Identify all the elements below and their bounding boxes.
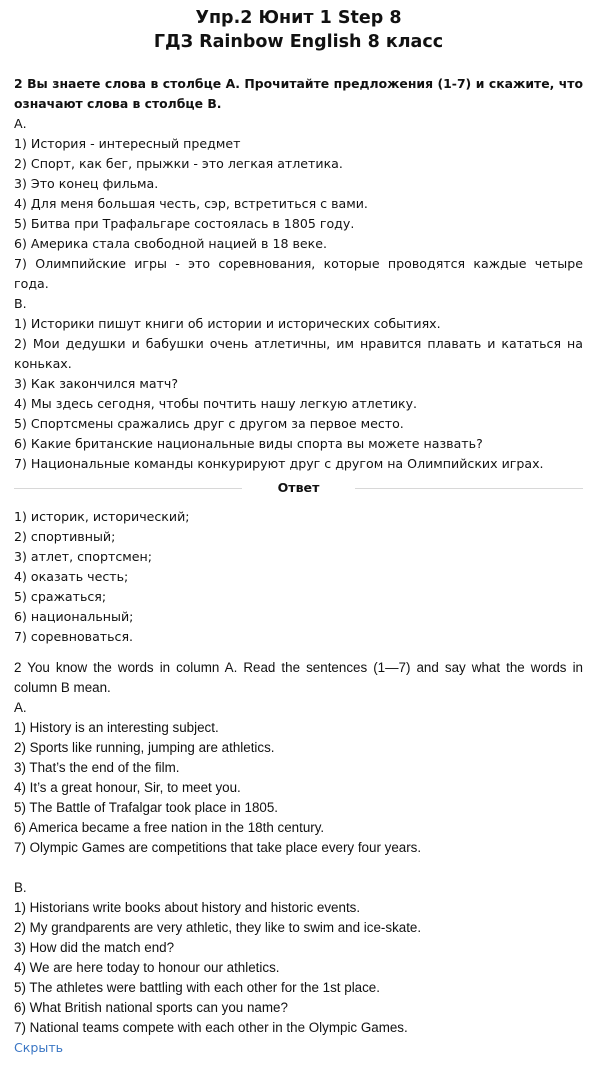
list-item: 3) That’s the end of the film. bbox=[14, 760, 180, 775]
list-item: 2) Мои дедушки и бабушки очень атлетичны, им нравится плавать и кататься на коньках. bbox=[14, 336, 583, 371]
answer-item: 4) оказать честь; bbox=[14, 569, 129, 584]
column-a-label-ru: А. bbox=[14, 116, 27, 131]
list-item: 6) America became a free nation in the 18th century. bbox=[14, 820, 325, 835]
list-item: 3) Это конец фильма. bbox=[14, 176, 159, 191]
list-item: 4) We are here today to honour our athletics. bbox=[14, 960, 280, 975]
list-item: 7) Национальные команды конкурируют друг с другом на Олимпийских играх. bbox=[14, 456, 544, 471]
list-item: 4) Мы здесь сегодня, чтобы почтить нашу легкую атлетику. bbox=[14, 396, 418, 411]
answer-heading: Ответ bbox=[277, 480, 320, 495]
column-b-label-en: B. bbox=[14, 880, 27, 895]
list-item: 5) The athletes were battling with each other for the 1st place. bbox=[14, 980, 380, 995]
column-b-label-ru: В. bbox=[14, 296, 27, 311]
spacer bbox=[14, 858, 583, 878]
page-subtitle: ГДЗ Rainbow English 8 класс bbox=[153, 32, 444, 52]
answer-item: 6) национальный; bbox=[14, 609, 134, 624]
list-item: 1) История - интересный предмет bbox=[14, 136, 241, 151]
list-item: 2) My grandparents are very athletic, they like to swim and ice-skate. bbox=[14, 920, 422, 935]
answer-item: 1) историк, исторический; bbox=[14, 509, 190, 524]
hide-row bbox=[14, 1038, 583, 1058]
list-item: 1) Historians write books about history and historic events. bbox=[14, 900, 361, 915]
answer-list bbox=[14, 507, 583, 647]
answer-item: 5) сражаться; bbox=[14, 589, 107, 604]
task-text-en: 2 You know the words in column A. Read the sentences (1—7) and say what the words in column B mean. bbox=[14, 660, 583, 695]
answer-item: 2) спортивный; bbox=[14, 529, 116, 544]
list-item: 3) How did the match end? bbox=[14, 940, 175, 955]
list-item: 7) Olympic Games are competitions that take place every four years. bbox=[14, 840, 422, 855]
exercise-content bbox=[14, 74, 583, 1058]
english-section bbox=[14, 658, 583, 1038]
list-item: 6) What British national sports can you name? bbox=[14, 1000, 288, 1015]
task-text-ru: 2 Вы знаете слова в столбце А. Прочитайте предложения (1-7) и скажите, что означают слова в столбце В. bbox=[14, 76, 583, 111]
list-item: 1) History is an interesting subject. bbox=[14, 720, 219, 735]
list-item: 5) Спортсмены сражались друг с другом за первое место. bbox=[14, 416, 404, 431]
divider-line-right bbox=[355, 488, 583, 489]
list-item: 6) Какие британские национальные виды спорта вы можете назвать? bbox=[14, 436, 483, 451]
list-item: 4) Для меня большая честь, сэр, встретиться с вами. bbox=[14, 196, 368, 211]
list-item: 3) Как закончился матч? bbox=[14, 376, 179, 391]
answer-item: 3) атлет, спортсмен; bbox=[14, 549, 152, 564]
list-item: 7) National teams compete with each other in the Olympic Games. bbox=[14, 1020, 408, 1035]
list-item: 2) Sports like running, jumping are athletics. bbox=[14, 740, 275, 755]
page-header bbox=[0, 0, 597, 54]
answer-divider bbox=[14, 477, 583, 501]
list-item: 6) Америка стала свободной нацией в 18 веке. bbox=[14, 236, 328, 251]
list-item: 5) The Battle of Trafalgar took place in 1805. bbox=[14, 800, 279, 815]
column-a-label-en: A. bbox=[14, 700, 27, 715]
list-item: 2) Спорт, как бег, прыжки - это легкая атлетика. bbox=[14, 156, 343, 171]
list-item: 5) Битва при Трафальгаре состоялась в 1805 году. bbox=[14, 216, 355, 231]
answer-item: 7) соревноваться. bbox=[14, 629, 134, 644]
hide-answer-link[interactable]: Скрыть bbox=[14, 1040, 64, 1055]
list-item: 1) Историки пишут книги об истории и исторических событиях. bbox=[14, 316, 441, 331]
page-title: Упр.2 Юнит 1 Step 8 bbox=[195, 8, 402, 28]
list-item: 4) It’s a great honour, Sir, to meet you. bbox=[14, 780, 241, 795]
list-item: 7) Олимпийские игры - это соревнования, которые проводятся каждые четыре года. bbox=[14, 256, 583, 291]
